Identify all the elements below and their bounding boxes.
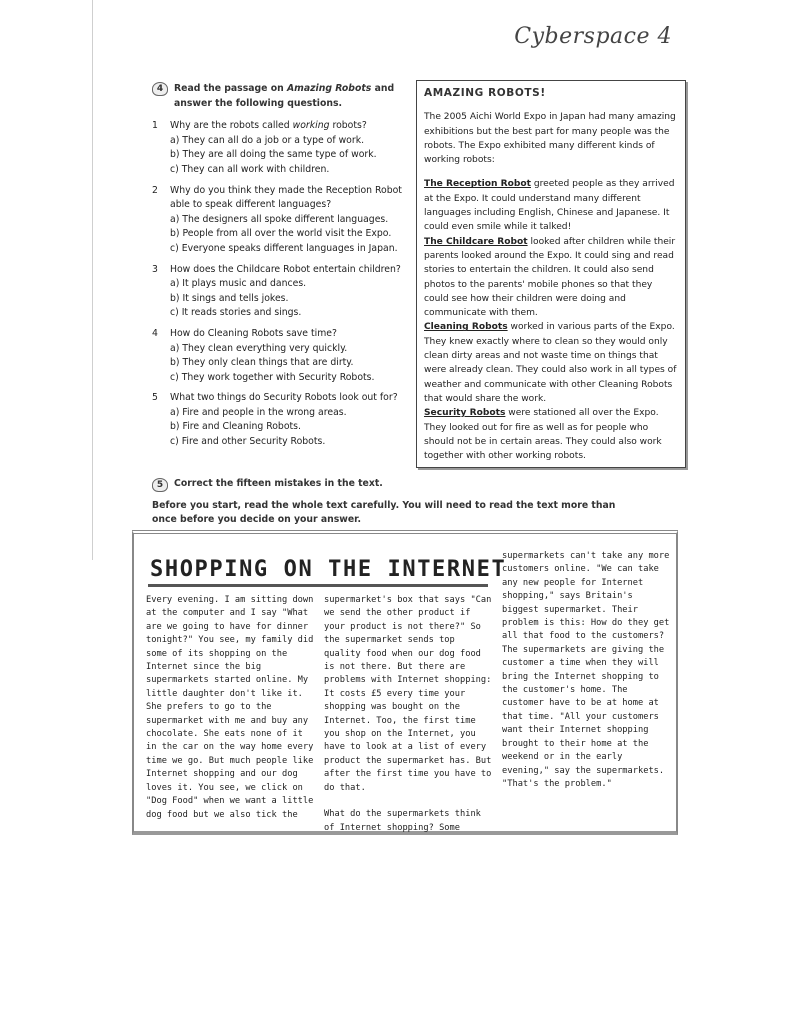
answer-option: b) They are all doing the same type of work. xyxy=(170,149,377,161)
article-column-1: Every evening. I am sitting down at the computer and I say "What are we going to have for dinner tonight?" You see, my family did some of its shopping on the Internet since the big supermarkets started online. My little daughter don't like it. She prefers to go to the supermarket with me and buy any chocolate. She eats none of it in the car on the way home every time we go. But much people like Internet shopping and our dog loves it. You see, we click on "Dog Food" when we want a little dog food but we also tick the xyxy=(146,595,314,820)
amazing-robots-passage xyxy=(416,80,686,468)
security-robots-paragraph: Security Robots were stationed all over the Expo. They looked out for fire as well as for people who should not be in certain areas. They could also work together with other working robots. xyxy=(424,408,662,462)
question-text: How does the Childcare Robot entertain children? xyxy=(170,263,401,275)
exercise-4-instruction: Read the passage on Amazing Robots and answer the following questions. xyxy=(174,83,395,109)
passage-intro: The 2005 Aichi World Expo in Japan had many amazing exhibitions but the best part for many people was the robots. The Expo exhibited many different kinds of working robots: xyxy=(424,112,676,166)
exercise-number-badge: 4 xyxy=(152,82,168,96)
passage-title: AMAZING ROBOTS! xyxy=(424,87,546,99)
answer-option: b) They only clean things that are dirty. xyxy=(170,357,354,369)
question-text: Why are the robots called working robots? xyxy=(170,120,367,132)
answer-option: b) It sings and tells jokes. xyxy=(170,292,289,304)
answer-option: a) Fire and people in the wrong areas. xyxy=(170,406,347,418)
article-column-3: supermarkets can't take any more customers online. "We can take any new people for Internet shopping," says Britain's biggest supermarket. Their problem is this: How do they get all that food to the customers? The supermarkets are giving the customer a time when they will bring the Internet shopping to the customer's home. The customer have to be at home at that time. "All your customers want their Internet shopping brought to their home at the weekend or in the early evening," say the supermarkets. "That's the problem." xyxy=(502,551,670,789)
unit-label: Cyberspace 4 xyxy=(514,24,672,49)
question-text: Why do you think they made the Reception Robot able to speak different languages? xyxy=(170,184,402,211)
answer-option: c) They work together with Security Robots. xyxy=(170,371,375,383)
answer-option: a) They clean everything very quickly. xyxy=(170,342,348,354)
exercise-number-badge: 5 xyxy=(152,478,168,492)
childcare-robot-paragraph: The Childcare Robot looked after children while their parents looked around the Expo. It could sing and read stories to entertain the children. It could also send photos to the parents' mobile phones so that they could see how their children were doing and communicate with them. xyxy=(424,236,676,319)
exercise-5-instruction: Correct the fifteen mistakes in the text. xyxy=(174,478,383,489)
answer-option: c) Fire and other Security Robots. xyxy=(170,436,326,448)
answer-option: b) People from all over the world visit the Expo. xyxy=(170,228,392,240)
question-2: 2 Why do you think they made the Reception Robot able to speak different languages? a) The designers all spoke different languages. b) People from all over the world visit the Expo. c) Everyone speaks different languages in Japan. xyxy=(152,184,402,257)
question-1: 1 Why are the robots called working robots? a) They can all do a job or a type of work. b) They are all doing the same type of work. c) They can all work with children. xyxy=(152,119,402,177)
answer-option: b) Fire and Cleaning Robots. xyxy=(170,421,301,433)
page-margin-line xyxy=(92,0,93,560)
answer-option: a) It plays music and dances. xyxy=(170,278,307,290)
exercise-4-header xyxy=(152,82,402,111)
cleaning-robots-paragraph: Cleaning Robots worked in various parts of the Expo. They knew exactly where to clean so they would only clean dirty areas and not waste time on things that were already clean. They could also work in all types of weather and communicate with other Cleaning Robots that would share the work. xyxy=(424,322,677,404)
reception-robot-paragraph: The Reception Robot greeted people as they arrived at the Expo. It could understand many different languages including English, Chinese and Japanese. It could even smile while it talked! xyxy=(424,179,675,233)
question-3: 3 How does the Childcare Robot entertain children? a) It plays music and dances. b) It sings and tells jokes. c) It reads stories and sings. xyxy=(152,263,402,321)
question-5: 5 What two things do Security Robots look out for? a) Fire and people in the wrong areas. b) Fire and Cleaning Robots. c) Fire and other Security Robots. xyxy=(152,391,402,449)
question-list xyxy=(152,119,402,449)
article-title: SHOPPING ON THE INTERNET xyxy=(150,557,507,582)
answer-option: a) They can all do a job or a type of work. xyxy=(170,134,365,146)
answer-option: c) It reads stories and sings. xyxy=(170,307,302,319)
answer-option: c) They can all work with children. xyxy=(170,163,330,175)
answer-option: a) The designers all spoke different languages. xyxy=(170,213,389,225)
question-text: What two things do Security Robots look out for? xyxy=(170,392,398,404)
exercise-4 xyxy=(152,82,402,456)
answer-option: c) Everyone speaks different languages in Japan. xyxy=(170,242,398,254)
exercise-5-note: Before you start, read the whole text carefully. You will need to read the text more than once before you decide on your answer. xyxy=(152,500,616,525)
title-underline xyxy=(148,584,488,587)
exercise-5-header xyxy=(152,478,383,492)
question-text: How do Cleaning Robots save time? xyxy=(170,327,337,339)
question-4: 4 How do Cleaning Robots save time? a) They clean everything very quickly. b) They only clean things that are dirty. c) They work together with Security Robots. xyxy=(152,327,402,385)
article-column-2: supermarket's box that says "Can we send the other product if your product is not there?" So the supermarket sends top quality food when our dog food is not there. But there are problems with Internet shopping: It costs £5 every time your shopping was bought on the Internet. Too, the first time you shop on the Internet, you have to look at a list of every product the supermarket has. But after the first time you have to do that. What do the supermarkets think of Internet shopping? Some xyxy=(324,595,492,833)
